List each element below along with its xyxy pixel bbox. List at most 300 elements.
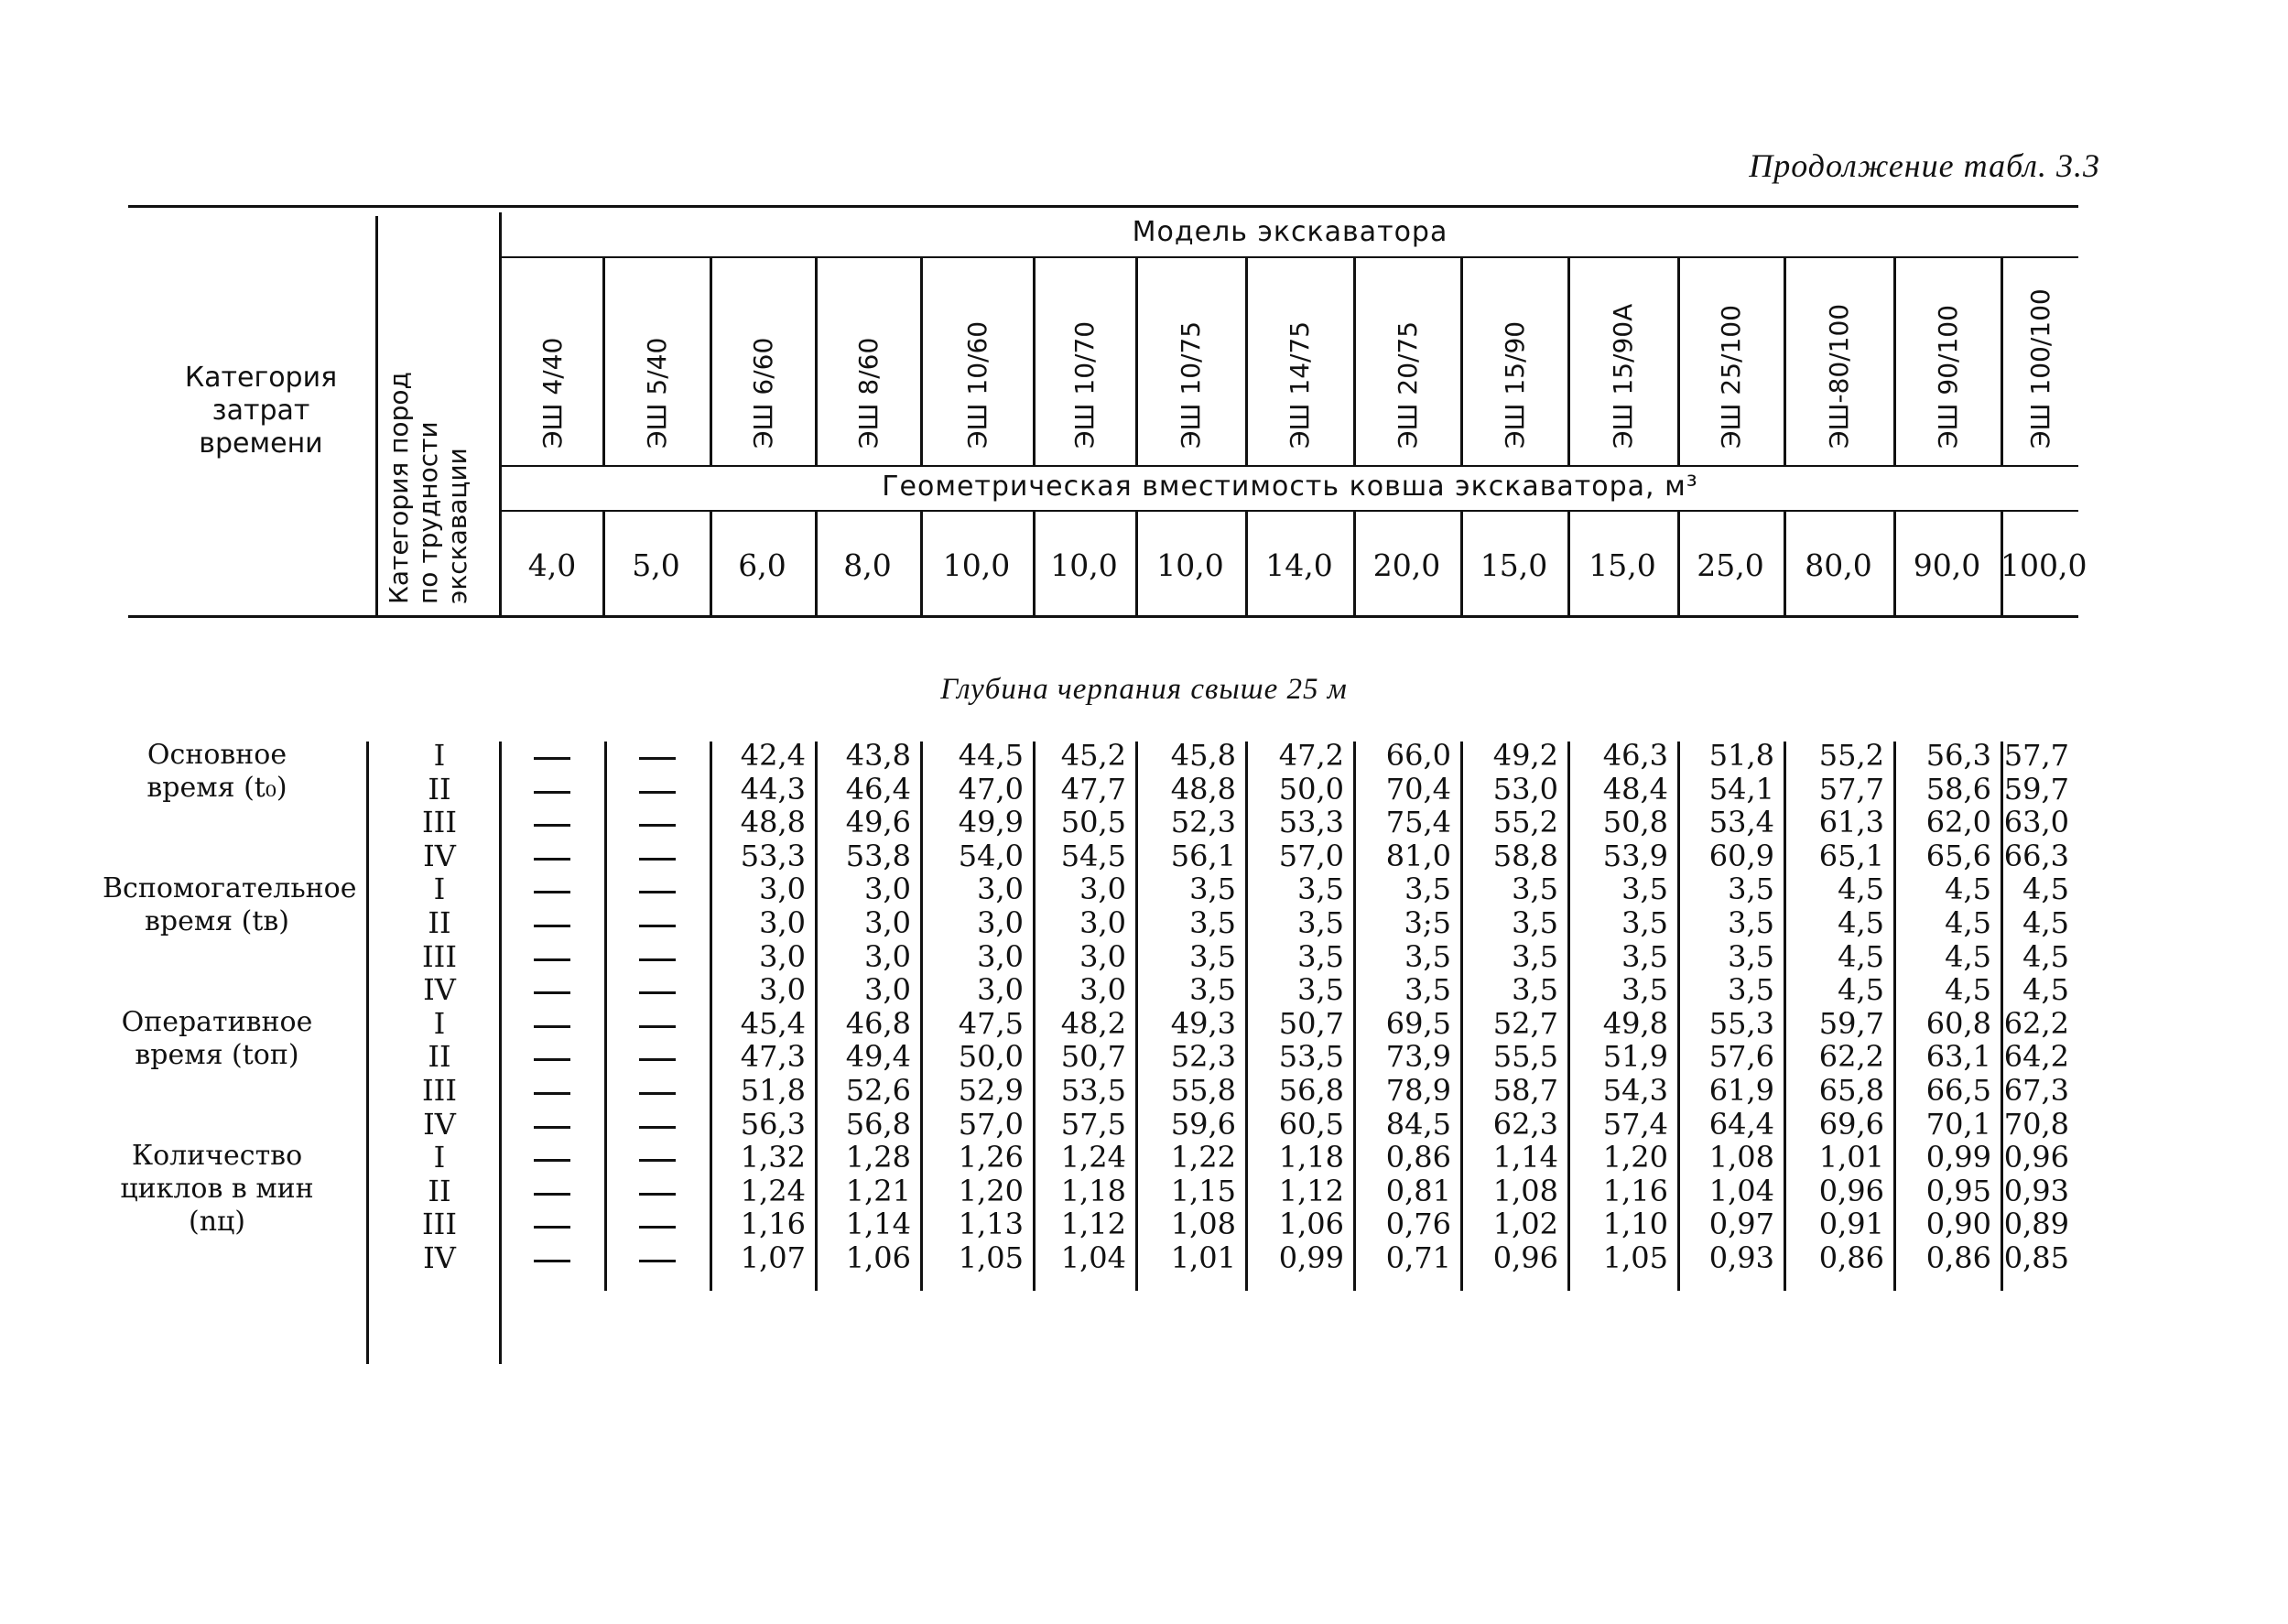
model-column-divider bbox=[1567, 258, 1570, 465]
table-cell-value: 53,3 bbox=[1278, 805, 1344, 840]
table-cell-value: 0,90 bbox=[1925, 1207, 1991, 1242]
table-cell-value: 51,8 bbox=[740, 1073, 806, 1108]
rock-category-cell: II bbox=[428, 1039, 451, 1075]
table-cell-value: 53,5 bbox=[1278, 1039, 1344, 1075]
bucket-capacity: 10,0 bbox=[942, 547, 1011, 583]
table-cell-value: 65,8 bbox=[1818, 1073, 1884, 1108]
table-cell-value: 3,5 bbox=[1728, 905, 1774, 940]
table-cell-value: 1,21 bbox=[845, 1173, 911, 1208]
empty-cell-dash bbox=[534, 1025, 570, 1028]
table-cell-value: 50,8 bbox=[1602, 805, 1668, 840]
rock-category-cell: IV bbox=[423, 1106, 456, 1142]
empty-cell-dash bbox=[534, 824, 570, 827]
empty-cell-dash bbox=[534, 1193, 570, 1196]
table-cell-value: 62,2 bbox=[2003, 1005, 2069, 1041]
table-cell-value: 1,24 bbox=[740, 1173, 806, 1208]
table-cell-value: 3,5 bbox=[1404, 938, 1451, 974]
table-cell-value: 0,96 bbox=[1818, 1173, 1884, 1208]
model-column-divider bbox=[1460, 258, 1463, 465]
empty-cell-dash bbox=[534, 858, 570, 861]
model-column-divider bbox=[1135, 258, 1138, 465]
table-cell-value: 3,0 bbox=[864, 872, 911, 907]
table-cell-value: 3,5 bbox=[1512, 938, 1558, 974]
table-cell-value: 0,71 bbox=[1385, 1240, 1451, 1275]
model-name: ЭШ 25/100 bbox=[1716, 305, 1746, 449]
cost-category-label: Основное время (t₀) bbox=[146, 739, 287, 804]
empty-cell-dash bbox=[534, 1159, 570, 1162]
table-cell-value: 57,7 bbox=[1818, 771, 1884, 807]
table-cell-value: 47,3 bbox=[740, 1039, 806, 1075]
table-cell-value: 64,2 bbox=[2003, 1039, 2069, 1075]
table-cell-value: 73,9 bbox=[1385, 1039, 1451, 1075]
capacity-header: Геометрическая вместимость ковша экскаватора, м³ bbox=[882, 471, 1698, 503]
table-cell-value: 53,4 bbox=[1708, 805, 1774, 840]
table-cell-value: 49,6 bbox=[845, 805, 911, 840]
empty-cell-dash bbox=[534, 791, 570, 794]
table-cell-value: 1,10 bbox=[1602, 1207, 1668, 1242]
table-cell-value: 0,86 bbox=[1818, 1240, 1884, 1275]
table-cell-value: 4,5 bbox=[2022, 938, 2069, 974]
model-name: ЭШ 10/70 bbox=[1069, 320, 1100, 449]
table-cell-value: 3,0 bbox=[759, 972, 806, 1008]
table-cell-value: 3,5 bbox=[1189, 905, 1236, 940]
table-cell-value: 61,9 bbox=[1708, 1073, 1774, 1108]
bucket-capacity: 10,0 bbox=[1156, 547, 1224, 583]
model-column-divider bbox=[1784, 258, 1786, 465]
table-cell-value: 3,0 bbox=[1079, 905, 1126, 940]
table-cell-value: 3,0 bbox=[1079, 938, 1126, 974]
table-cell-value: 46,4 bbox=[845, 771, 911, 807]
rock-category-cell: II bbox=[428, 1173, 451, 1208]
table-cell-value: 47,0 bbox=[958, 771, 1024, 807]
table-cell-value: 49,8 bbox=[1602, 1005, 1668, 1041]
table-cell-value: 42,4 bbox=[740, 738, 806, 773]
table-cell-value: 57,6 bbox=[1708, 1039, 1774, 1075]
table-cell-value: 53,9 bbox=[1602, 838, 1668, 873]
table-cell-value: 1,08 bbox=[1492, 1173, 1558, 1208]
table-cell-value: 4,5 bbox=[1945, 905, 1991, 940]
bucket-capacity: 5,0 bbox=[632, 547, 680, 583]
table-cell-value: 1,15 bbox=[1170, 1173, 1236, 1208]
table-cell-value: 4,5 bbox=[1838, 972, 1884, 1008]
table-cell-value: 0,96 bbox=[2003, 1140, 2069, 1175]
table-cell-value: 49,2 bbox=[1492, 738, 1558, 773]
table-cell-value: 54,5 bbox=[1060, 838, 1126, 873]
rock-category-line-2: по трудности bbox=[413, 421, 443, 604]
table-cell-value: 4,5 bbox=[2022, 872, 2069, 907]
bucket-capacity: 4,0 bbox=[527, 547, 577, 583]
header-bottom-rule bbox=[128, 615, 2078, 618]
empty-cell-dash bbox=[639, 791, 676, 794]
table-cell-value: 47,7 bbox=[1060, 771, 1126, 807]
table-cell-value: 3;5 bbox=[1404, 905, 1451, 940]
table-cell-value: 1,05 bbox=[958, 1240, 1024, 1275]
body-column-divider bbox=[604, 742, 607, 1291]
table-cell-value: 66,3 bbox=[2003, 838, 2069, 873]
table-cell-value: 4,5 bbox=[1945, 972, 1991, 1008]
table-cell-value: 0,76 bbox=[1385, 1207, 1451, 1242]
rock-category-cell: III bbox=[422, 938, 457, 974]
table-cell-value: 1,20 bbox=[958, 1173, 1024, 1208]
table-cell-value: 0,95 bbox=[1925, 1173, 1991, 1208]
empty-cell-dash bbox=[534, 1226, 570, 1229]
table-cell-value: 0,99 bbox=[1925, 1140, 1991, 1175]
table-cell-value: 70,4 bbox=[1385, 771, 1451, 807]
cost-category-header: Категория затрат времени bbox=[184, 362, 338, 460]
table-cell-value: 66,0 bbox=[1385, 738, 1451, 773]
table-cell-value: 1,07 bbox=[740, 1240, 806, 1275]
table-cell-value: 70,8 bbox=[2003, 1106, 2069, 1142]
rock-category-cell: III bbox=[422, 1073, 457, 1108]
empty-cell-dash bbox=[639, 991, 676, 994]
rock-category-cell: III bbox=[422, 1207, 457, 1242]
table-cell-value: 3,5 bbox=[1621, 972, 1668, 1008]
table-cell-value: 57,7 bbox=[2003, 738, 2069, 773]
table-cell-value: 49,4 bbox=[845, 1039, 911, 1075]
table-cell-value: 84,5 bbox=[1385, 1106, 1451, 1142]
empty-cell-dash bbox=[534, 925, 570, 927]
table-cell-value: 56,3 bbox=[1925, 738, 1991, 773]
table-cell-value: 54,0 bbox=[958, 838, 1024, 873]
body-column-divider bbox=[366, 742, 369, 1364]
table-cell-value: 0,93 bbox=[1708, 1240, 1774, 1275]
table-cell-value: 3,5 bbox=[1189, 972, 1236, 1008]
table-cell-value: 63,0 bbox=[2003, 805, 2069, 840]
empty-cell-dash bbox=[639, 925, 676, 927]
table-cell-value: 0,93 bbox=[2003, 1173, 2069, 1208]
table-cell-value: 3,0 bbox=[977, 938, 1024, 974]
table-cell-value: 48,4 bbox=[1602, 771, 1668, 807]
table-cell-value: 3,0 bbox=[977, 972, 1024, 1008]
table-cell-value: 0,86 bbox=[1925, 1240, 1991, 1275]
table-cell-value: 53,5 bbox=[1060, 1073, 1126, 1108]
table-cell-value: 51,8 bbox=[1708, 738, 1774, 773]
table-cell-value: 50,7 bbox=[1060, 1039, 1126, 1075]
table-cell-value: 44,5 bbox=[958, 738, 1024, 773]
table-cell-value: 45,8 bbox=[1170, 738, 1236, 773]
table-cell-value: 62,2 bbox=[1818, 1039, 1884, 1075]
table-cell-value: 1,26 bbox=[958, 1140, 1024, 1175]
table-cell-value: 1,06 bbox=[845, 1240, 911, 1275]
table-cell-value: 55,2 bbox=[1818, 738, 1884, 773]
cost-category-label: Количество циклов в мин (nц) bbox=[120, 1140, 314, 1238]
model-column-divider bbox=[920, 258, 923, 465]
table-cell-value: 58,8 bbox=[1492, 838, 1558, 873]
table-cell-value: 52,9 bbox=[958, 1073, 1024, 1108]
model-column-divider bbox=[1893, 258, 1896, 465]
table-cell-value: 3,0 bbox=[977, 905, 1024, 940]
model-name: ЭШ 10/60 bbox=[961, 320, 992, 449]
table-cell-value: 3,0 bbox=[864, 905, 911, 940]
table-cell-value: 1,16 bbox=[740, 1207, 806, 1242]
table-cell-value: 3,5 bbox=[1297, 872, 1344, 907]
table-cell-value: 60,5 bbox=[1278, 1106, 1344, 1142]
rock-category-cell: I bbox=[433, 1140, 446, 1175]
table-cell-value: 3,0 bbox=[759, 938, 806, 974]
table-cell-value: 50,0 bbox=[958, 1039, 1024, 1075]
bucket-capacity: 15,0 bbox=[1589, 547, 1656, 583]
rock-category-line-1: Категория пород bbox=[384, 372, 414, 604]
table-cell-value: 48,2 bbox=[1060, 1005, 1126, 1041]
empty-cell-dash bbox=[639, 1226, 676, 1229]
model-name: ЭШ 20/75 bbox=[1392, 320, 1423, 449]
table-cell-value: 69,5 bbox=[1385, 1005, 1451, 1041]
model-name: ЭШ 14/75 bbox=[1285, 320, 1315, 449]
model-name: ЭШ 15/90А bbox=[1608, 303, 1638, 449]
rock-category-header bbox=[385, 372, 472, 604]
table-cell-value: 1,08 bbox=[1708, 1140, 1774, 1175]
table-cell-value: 47,2 bbox=[1278, 738, 1344, 773]
table-cell-value: 0,91 bbox=[1818, 1207, 1884, 1242]
table-cell-value: 4,5 bbox=[1838, 872, 1884, 907]
model-column-divider bbox=[2001, 258, 2003, 465]
table-cell-value: 3,5 bbox=[1728, 972, 1774, 1008]
table-cell-value: 3,5 bbox=[1189, 938, 1236, 974]
table-cell-value: 3,0 bbox=[759, 872, 806, 907]
rock-category-cell: III bbox=[422, 805, 457, 840]
table-cell-value: 60,8 bbox=[1925, 1005, 1991, 1041]
rock-category-cell: I bbox=[433, 1005, 446, 1041]
table-cell-value: 1,13 bbox=[958, 1207, 1024, 1242]
empty-cell-dash bbox=[534, 757, 570, 760]
table-cell-value: 3,5 bbox=[1512, 972, 1558, 1008]
empty-cell-dash bbox=[534, 891, 570, 893]
table-cell-value: 1,18 bbox=[1060, 1173, 1126, 1208]
table-cell-value: 57,0 bbox=[1278, 838, 1344, 873]
empty-cell-dash bbox=[639, 1159, 676, 1162]
table-cell-value: 59,6 bbox=[1170, 1106, 1236, 1142]
bucket-capacity: 14,0 bbox=[1265, 547, 1333, 583]
table-cell-value: 53,0 bbox=[1492, 771, 1558, 807]
model-name: ЭШ 15/90 bbox=[1499, 320, 1530, 449]
model-title-rule bbox=[502, 256, 2078, 258]
rock-category-cell: I bbox=[433, 872, 446, 907]
table-cell-value: 75,4 bbox=[1385, 805, 1451, 840]
table-cell-value: 3,5 bbox=[1297, 905, 1344, 940]
empty-cell-dash bbox=[639, 1058, 676, 1061]
table-cell-value: 81,0 bbox=[1385, 838, 1451, 873]
table-cell-value: 0,86 bbox=[1385, 1140, 1451, 1175]
bucket-capacity: 6,0 bbox=[738, 547, 786, 583]
empty-cell-dash bbox=[534, 1260, 570, 1262]
model-name: ЭШ 90/100 bbox=[1932, 305, 1963, 449]
table-cell-value: 3,5 bbox=[1728, 938, 1774, 974]
table-cell-value: 4,5 bbox=[1945, 938, 1991, 974]
table-cell-value: 0,97 bbox=[1708, 1207, 1774, 1242]
model-header: Модель экскаватора bbox=[1132, 216, 1448, 248]
empty-cell-dash bbox=[534, 1126, 570, 1129]
table-cell-value: 62,3 bbox=[1492, 1106, 1558, 1142]
table-cell-value: 1,14 bbox=[845, 1207, 911, 1242]
table-cell-value: 56,1 bbox=[1170, 838, 1236, 873]
table-cell-value: 50,5 bbox=[1060, 805, 1126, 840]
rock-category-cell: IV bbox=[423, 838, 456, 873]
table-cell-value: 65,1 bbox=[1818, 838, 1884, 873]
table-cell-value: 1,01 bbox=[1818, 1140, 1884, 1175]
table-cell-value: 1,32 bbox=[740, 1140, 806, 1175]
table-cell-value: 55,3 bbox=[1708, 1005, 1774, 1041]
table-cell-value: 3,0 bbox=[864, 938, 911, 974]
table-cell-value: 1,20 bbox=[1602, 1140, 1668, 1175]
table-cell-value: 3,5 bbox=[1297, 938, 1344, 974]
table-cell-value: 4,5 bbox=[2022, 972, 2069, 1008]
table-cell-value: 3,5 bbox=[1512, 905, 1558, 940]
table-cell-value: 3,0 bbox=[759, 905, 806, 940]
table-cell-value: 55,5 bbox=[1492, 1039, 1558, 1075]
table-cell-value: 57,5 bbox=[1060, 1106, 1126, 1142]
empty-cell-dash bbox=[639, 1126, 676, 1129]
empty-cell-dash bbox=[639, 1092, 676, 1095]
model-name: ЭШ 100/100 bbox=[2024, 288, 2055, 449]
table-cell-value: 59,7 bbox=[2003, 771, 2069, 807]
table-cell-value: 57,4 bbox=[1602, 1106, 1668, 1142]
table-cell-value: 3,5 bbox=[1621, 905, 1668, 940]
table-cell-value: 69,6 bbox=[1818, 1106, 1884, 1142]
table-cell-value: 66,5 bbox=[1925, 1073, 1991, 1108]
bucket-capacity: 25,0 bbox=[1697, 547, 1764, 583]
table-cell-value: 1,22 bbox=[1170, 1140, 1236, 1175]
rock-category-cell: IV bbox=[423, 1240, 456, 1275]
table-cell-value: 45,2 bbox=[1060, 738, 1126, 773]
bucket-capacity: 80,0 bbox=[1805, 547, 1872, 583]
table-cell-value: 78,9 bbox=[1385, 1073, 1451, 1108]
table-cell-value: 4,5 bbox=[1838, 905, 1884, 940]
empty-cell-dash bbox=[534, 1092, 570, 1095]
body-column-divider bbox=[499, 742, 502, 1364]
cost-category-label: Вспомогательное время (tв) bbox=[103, 872, 357, 937]
table-cell-value: 53,8 bbox=[845, 838, 911, 873]
model-column-divider bbox=[1033, 258, 1036, 465]
model-name: ЭШ 8/60 bbox=[852, 337, 884, 449]
section-subtitle: Глубина черпания свыше 25 м bbox=[940, 673, 1348, 706]
model-column-divider bbox=[1677, 258, 1680, 465]
table-cell-value: 1,12 bbox=[1060, 1207, 1126, 1242]
table-cell-value: 44,3 bbox=[740, 771, 806, 807]
table-cell-value: 3,5 bbox=[1297, 972, 1344, 1008]
table-cell-value: 51,9 bbox=[1602, 1039, 1668, 1075]
table-cell-value: 4,5 bbox=[1945, 872, 1991, 907]
table-cell-value: 52,6 bbox=[845, 1073, 911, 1108]
table-cell-value: 1,14 bbox=[1492, 1140, 1558, 1175]
table-cell-value: 58,7 bbox=[1492, 1073, 1558, 1108]
table-cell-value: 52,7 bbox=[1492, 1005, 1558, 1041]
bucket-capacity: 8,0 bbox=[843, 547, 892, 583]
table-cell-value: 3,5 bbox=[1621, 872, 1668, 907]
table-cell-value: 3,5 bbox=[1728, 872, 1774, 907]
table-cell-value: 1,18 bbox=[1278, 1140, 1344, 1175]
table-cell-value: 1,08 bbox=[1170, 1207, 1236, 1242]
empty-cell-dash bbox=[639, 958, 676, 961]
table-cell-value: 62,0 bbox=[1925, 805, 1991, 840]
bucket-capacity: 20,0 bbox=[1372, 547, 1441, 583]
table-cell-value: 3,0 bbox=[1079, 872, 1126, 907]
capacity-title-bottom-rule bbox=[502, 510, 2078, 512]
table-cell-value: 43,8 bbox=[845, 738, 911, 773]
model-name: ЭШ 4/40 bbox=[537, 337, 568, 449]
rock-category-cell: II bbox=[428, 905, 451, 940]
model-name: ЭШ-80/100 bbox=[1824, 303, 1854, 449]
model-column-divider bbox=[1353, 258, 1356, 465]
table-cell-value: 0,85 bbox=[2003, 1240, 2069, 1275]
table-cell-value: 56,8 bbox=[1278, 1073, 1344, 1108]
table-cell-value: 46,3 bbox=[1602, 738, 1668, 773]
table-cell-value: 3,0 bbox=[864, 972, 911, 1008]
table-cell-value: 54,1 bbox=[1708, 771, 1774, 807]
table-cell-value: 54,3 bbox=[1602, 1073, 1668, 1108]
table-cell-value: 3,5 bbox=[1189, 872, 1236, 907]
table-cell-value: 48,8 bbox=[1170, 771, 1236, 807]
empty-cell-dash bbox=[534, 1058, 570, 1061]
empty-cell-dash bbox=[639, 858, 676, 861]
bucket-capacity: 10,0 bbox=[1050, 547, 1118, 583]
rock-category-cell: I bbox=[433, 738, 446, 773]
table-cell-value: 1,24 bbox=[1060, 1140, 1126, 1175]
table-cell-value: 50,0 bbox=[1278, 771, 1344, 807]
table-cell-value: 70,1 bbox=[1925, 1106, 1991, 1142]
table-cell-value: 3,5 bbox=[1512, 872, 1558, 907]
model-name: ЭШ 6/60 bbox=[747, 337, 778, 449]
table-cell-value: 3,0 bbox=[1079, 972, 1126, 1008]
empty-cell-dash bbox=[639, 824, 676, 827]
bucket-capacity: 15,0 bbox=[1480, 547, 1548, 583]
rock-category-line-3: экскавации bbox=[442, 448, 472, 604]
table-cell-value: 0,81 bbox=[1385, 1173, 1451, 1208]
table-cell-value: 55,2 bbox=[1492, 805, 1558, 840]
table-cell-value: 63,1 bbox=[1925, 1039, 1991, 1075]
table-cell-value: 1,04 bbox=[1060, 1240, 1126, 1275]
table-cell-value: 0,89 bbox=[2003, 1207, 2069, 1242]
table-cell-value: 52,3 bbox=[1170, 1039, 1236, 1075]
table-cell-value: 4,5 bbox=[2022, 905, 2069, 940]
table-cell-value: 1,28 bbox=[845, 1140, 911, 1175]
table-cell-value: 1,06 bbox=[1278, 1207, 1344, 1242]
table-cell-value: 1,04 bbox=[1708, 1173, 1774, 1208]
cost-category-label: Оперативное время (tоп) bbox=[121, 1006, 313, 1071]
empty-cell-dash bbox=[534, 958, 570, 961]
model-column-divider bbox=[710, 258, 712, 465]
table-cell-value: 49,3 bbox=[1170, 1005, 1236, 1041]
table-cell-value: 1,12 bbox=[1278, 1173, 1344, 1208]
table-cell-value: 58,6 bbox=[1925, 771, 1991, 807]
empty-cell-dash bbox=[639, 757, 676, 760]
model-column-divider bbox=[815, 258, 818, 465]
model-column-divider bbox=[1245, 258, 1248, 465]
table-cell-value: 55,8 bbox=[1170, 1073, 1236, 1108]
table-cell-value: 4,5 bbox=[1838, 938, 1884, 974]
rock-category-cell: II bbox=[428, 771, 451, 807]
table-cell-value: 46,8 bbox=[845, 1005, 911, 1041]
table-cell-value: 56,3 bbox=[740, 1106, 806, 1142]
table-cell-value: 67,3 bbox=[2003, 1073, 2069, 1108]
table-caption: Продолжение табл. 3.3 bbox=[1749, 147, 2100, 184]
empty-cell-dash bbox=[534, 991, 570, 994]
table-cell-value: 56,8 bbox=[845, 1106, 911, 1142]
table-cell-value: 47,5 bbox=[958, 1005, 1024, 1041]
table-cell-value: 1,02 bbox=[1492, 1207, 1558, 1242]
table-cell-value: 3,0 bbox=[977, 872, 1024, 907]
table-cell-value: 3,5 bbox=[1404, 872, 1451, 907]
capacity-title-top-rule bbox=[502, 465, 2078, 467]
table-cell-value: 65,6 bbox=[1925, 838, 1991, 873]
top-rule bbox=[128, 205, 2078, 208]
table-cell-value: 0,96 bbox=[1492, 1240, 1558, 1275]
table-cell-value: 57,0 bbox=[958, 1106, 1024, 1142]
rock-category-cell: IV bbox=[423, 972, 456, 1008]
table-cell-value: 50,7 bbox=[1278, 1005, 1344, 1041]
table-cell-value: 64,4 bbox=[1708, 1106, 1774, 1142]
table-cell-value: 48,8 bbox=[740, 805, 806, 840]
table-cell-value: 1,01 bbox=[1170, 1240, 1236, 1275]
